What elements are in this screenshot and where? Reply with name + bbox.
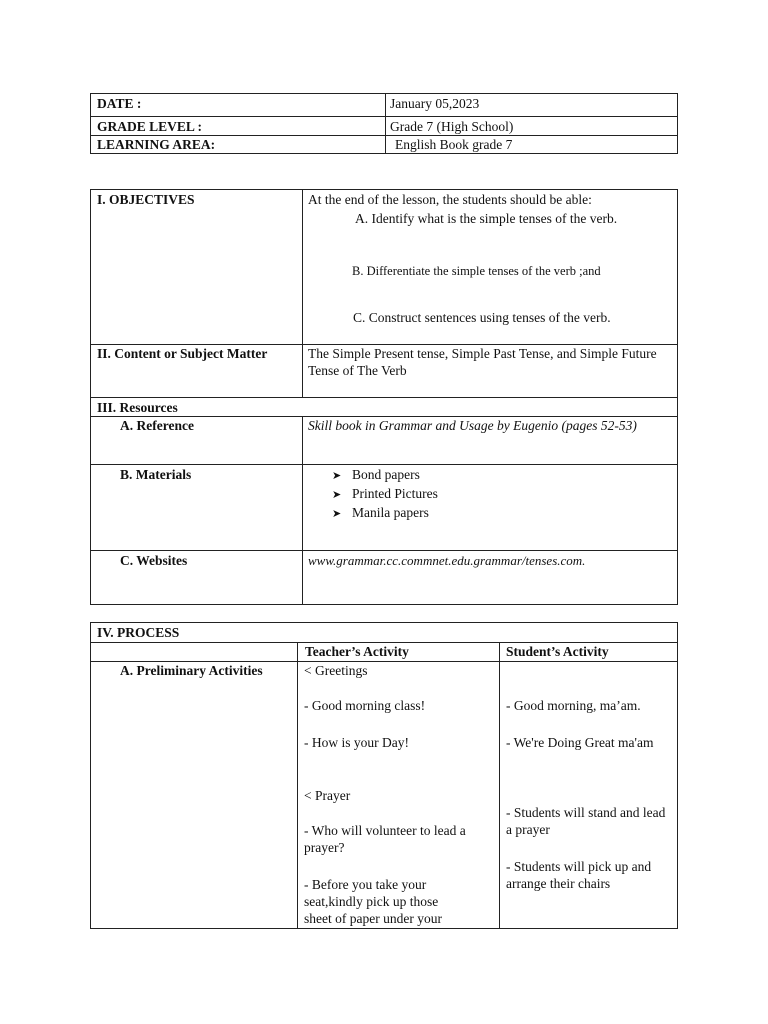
date-label: DATE :: [97, 96, 142, 111]
arrow-bullet-icon: ➤: [332, 489, 342, 501]
student-stand-lead: - Students will stand and lead a prayer: [506, 805, 666, 837]
teacher-good-morning: - Good morning class!: [304, 698, 426, 713]
arrow-bullet-icon: ➤: [332, 508, 342, 520]
resources-label: III. Resources: [97, 400, 178, 415]
preliminary-activities-label: A. Preliminary Activities: [120, 663, 263, 678]
objectives-intro: At the end of the lesson, the students should be able:: [308, 192, 592, 207]
student-doing-great: - We're Doing Great ma'am: [506, 735, 654, 750]
process-label: IV. PROCESS: [97, 625, 180, 640]
content-text: The Simple Present tense, Simple Past Tense, and Simple Future Tense of The Verb: [308, 346, 657, 378]
materials-label: B. Materials: [120, 467, 192, 482]
student-activity-header: Student’s Activity: [506, 644, 609, 659]
material-item: [332, 466, 420, 485]
objective-c: C. Construct sentences using tenses of the verb.: [353, 310, 611, 325]
objective-b: B. Differentiate the simple tenses of the verb ;and: [352, 264, 601, 278]
material-label: Manila papers: [352, 505, 429, 520]
material-item: [332, 504, 429, 523]
learning-area-label: LEARNING AREA:: [97, 137, 216, 152]
teacher-activity-header: Teacher’s Activity: [305, 644, 409, 659]
grade-level-value: Grade 7 (High School): [390, 119, 514, 134]
objective-a: A. Identify what is the simple tenses of the verb.: [355, 211, 618, 226]
process-table: [90, 622, 678, 929]
websites-value: www.grammar.cc.commnet.edu.grammar/tenses.com.: [308, 553, 586, 568]
student-good-morning: - Good morning, ma’am.: [506, 698, 641, 713]
objectives-label: I. OBJECTIVES: [97, 192, 195, 207]
material-label: Bond papers: [352, 467, 420, 482]
student-pick-up: - Students will pick up and arrange their chairs: [506, 859, 652, 891]
arrow-bullet-icon: ➤: [332, 470, 342, 482]
learning-area-value: English Book grade 7: [395, 137, 513, 152]
date-value: January 05,2023: [390, 96, 480, 111]
header-table: [90, 93, 678, 154]
teacher-before-seat: - Before you take your seat,kindly pick up those sheet of paper under your: [304, 877, 442, 926]
reference-label: A. Reference: [120, 418, 194, 433]
lesson-plan-table: [90, 189, 678, 605]
material-label: Printed Pictures: [352, 486, 438, 501]
content-label: II. Content or Subject Matter: [97, 346, 268, 361]
teacher-volunteer: - Who will volunteer to lead a prayer?: [304, 823, 466, 855]
teacher-how-day: - How is your Day!: [304, 735, 409, 750]
websites-label: C. Websites: [120, 553, 188, 568]
grade-level-label: GRADE LEVEL :: [97, 119, 203, 134]
teacher-prayer: < Prayer: [304, 788, 351, 803]
reference-value: Skill book in Grammar and Usage by Eugenio (pages 52-53): [308, 418, 637, 433]
material-item: [332, 485, 438, 504]
teacher-greetings: < Greetings: [304, 663, 368, 678]
